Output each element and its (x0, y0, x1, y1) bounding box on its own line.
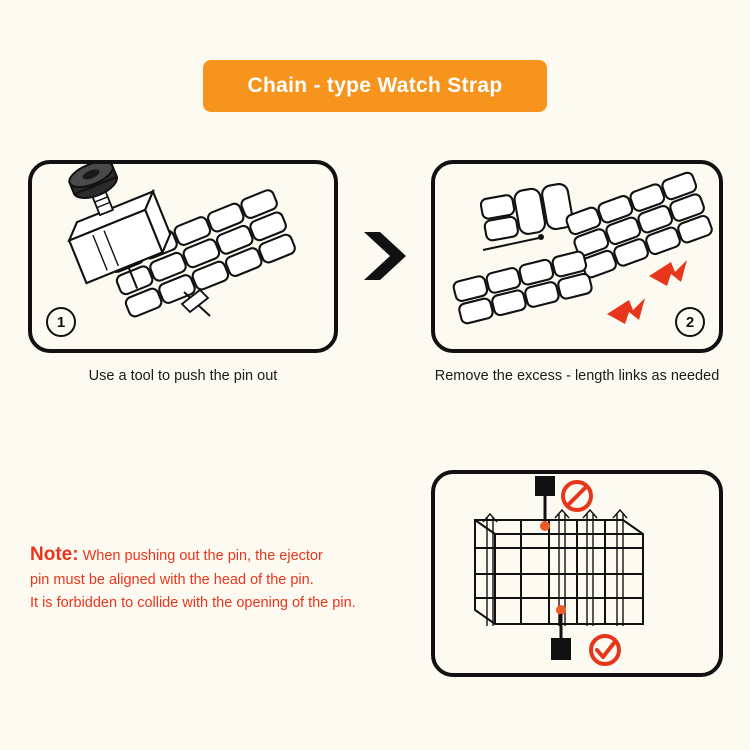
pin-alignment-detail-illustration (435, 474, 719, 673)
next-step-arrow-icon (356, 228, 414, 284)
note-line-2: pin must be aligned with the head of the pin. (30, 572, 314, 589)
step-2-caption: Remove the excess - length links as needed (434, 368, 720, 384)
check-icon (591, 636, 619, 664)
note-line-1: When pushing out the pin, the ejector (82, 548, 323, 564)
correct-ejector-pin (551, 605, 571, 660)
prohibited-icon (563, 482, 591, 510)
pin-alignment-detail-panel (431, 470, 723, 677)
step-2-number: 2 (675, 307, 705, 337)
step-1-panel (28, 160, 338, 353)
note-label: Note: (30, 544, 79, 565)
note-block (30, 540, 410, 614)
step-2-panel (431, 160, 723, 353)
step-1-number: 1 (46, 307, 76, 337)
page-title: Chain - type Watch Strap (203, 60, 547, 112)
red-arrow-icon-1 (649, 260, 687, 286)
note-line-3: It is forbidden to collide with the opening of the pin. (30, 594, 356, 611)
red-arrow-icon-2 (607, 298, 645, 324)
wrong-ejector-pin (535, 476, 555, 531)
watch-band-pin-pusher-illustration (32, 164, 334, 349)
step-1-caption: Use a tool to push the pin out (88, 368, 278, 384)
